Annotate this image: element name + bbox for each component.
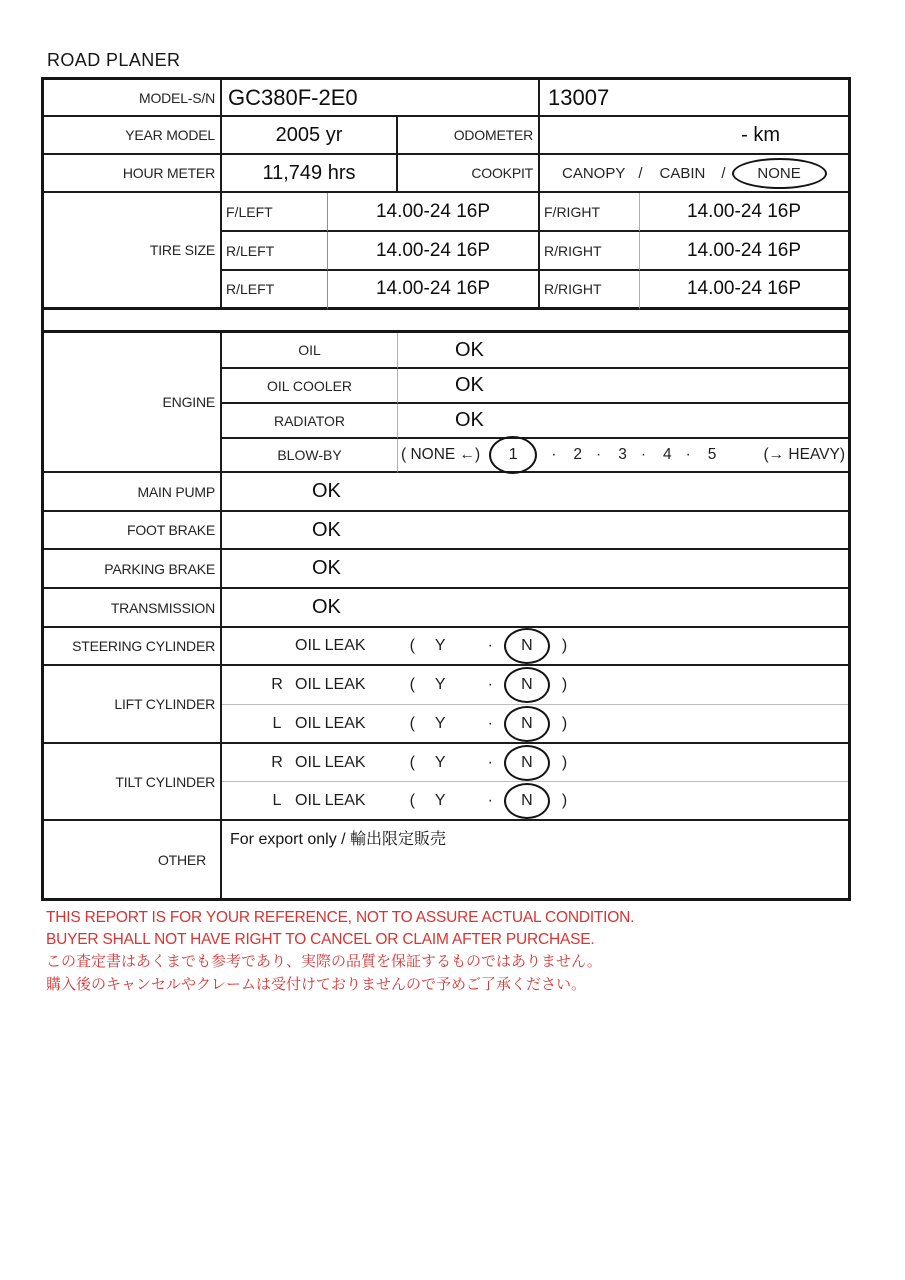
disclaimer-line-en: BUYER SHALL NOT HAVE RIGHT TO CANCEL OR CLAIM AFTER PURCHASE. (46, 931, 595, 948)
leak-dot: · (487, 791, 493, 809)
lift-l-oil-leak-row (222, 705, 848, 744)
leak-prefix-r: R (271, 753, 283, 771)
cockpit-separator: / (638, 164, 643, 182)
disclaimer-block (46, 907, 634, 996)
transmission-label: TRANSMISSION (44, 589, 222, 628)
leak-yes-option: Y (434, 637, 446, 654)
oil-leak-label: OIL LEAK (295, 637, 366, 654)
paren-open: ( (409, 676, 415, 693)
leak-prefix-l: L (272, 714, 282, 732)
oil-leak-label: OIL LEAK (295, 676, 366, 693)
leak-no-circle (504, 667, 550, 703)
lift-r-oil-leak-row (222, 666, 848, 705)
separator-band (44, 310, 848, 333)
disclaimer-line-jp: この査定書はあくまでも参考であり、実際の品質を保証するものではありません。 (46, 953, 602, 970)
odometer-label: ODOMETER (398, 117, 540, 155)
tire-pos-label: R/LEFT (222, 271, 328, 310)
leak-yes-option: Y (434, 791, 446, 809)
engine-item-value: OK (398, 369, 848, 404)
paren-close: ) (561, 676, 568, 693)
tire-pos-label: R/LEFT (222, 232, 328, 271)
cockpit-option-canopy: CANOPY (562, 164, 626, 182)
transmission-value: OK (222, 589, 848, 628)
cockpit-selected-oval (732, 158, 827, 189)
leak-no-option: N (521, 714, 533, 732)
engine-item-label: RADIATOR (222, 404, 398, 439)
tilt-cylinder-label: TILT CYLINDER (44, 744, 222, 821)
leak-dot: · (487, 637, 493, 654)
paren-open: ( (409, 714, 415, 732)
blowby-dot: · (640, 446, 646, 463)
blowby-dot: · (685, 446, 691, 463)
cockpit-label: COOKPIT (398, 155, 540, 193)
cockpit-option-cabin: CABIN (659, 164, 706, 182)
leak-no-option: N (521, 753, 533, 771)
tire-size-value: 14.00-24 16P (640, 271, 848, 310)
model-sn-label: MODEL-S/N (44, 80, 222, 117)
blowby-dot: · (551, 446, 557, 463)
blowby-selected-circle (489, 436, 537, 474)
engine-item-label: OIL (222, 333, 398, 369)
page-title: ROAD PLANER (47, 50, 181, 70)
hour-meter-value: 11,749 hrs (222, 155, 398, 193)
tire-size-value: 14.00-24 16P (328, 193, 540, 232)
disclaimer-line-jp: 購入後のキャンセルやクレームは受付けておりませんので予めご了承ください。 (46, 975, 587, 993)
tire-size-value: 14.00-24 16P (640, 232, 848, 271)
leak-yes-option: Y (434, 714, 446, 732)
other-label: OTHER (44, 821, 222, 898)
year-model-label: YEAR MODEL (44, 117, 222, 155)
blowby-heavy-suffix: (→ HEAVY) (763, 446, 845, 463)
blowby-scale (398, 439, 848, 473)
engine-item-label: OIL COOLER (222, 369, 398, 404)
leak-dot: · (487, 714, 493, 732)
foot-brake-value: OK (222, 512, 848, 550)
engine-item-value: OK (398, 404, 848, 439)
main-pump-label: MAIN PUMP (44, 473, 222, 512)
steering-oil-leak-row (222, 628, 848, 666)
tire-pos-label: F/RIGHT (540, 193, 640, 232)
engine-label: ENGINE (44, 333, 222, 473)
tire-pos-label: F/LEFT (222, 193, 328, 232)
leak-no-circle (504, 706, 550, 742)
other-value: For export only / 輸出限定販売 (230, 831, 447, 848)
leak-yes-option: Y (434, 676, 446, 693)
blowby-label: BLOW-BY (222, 439, 398, 473)
tilt-r-oil-leak-row (222, 744, 848, 782)
blowby-level-1: 1 (508, 446, 518, 463)
foot-brake-label: FOOT BRAKE (44, 512, 222, 550)
leak-no-option: N (521, 676, 533, 693)
parking-brake-label: PARKING BRAKE (44, 550, 222, 589)
leak-no-circle (504, 628, 550, 664)
leak-dot: · (487, 676, 493, 693)
tilt-l-oil-leak-row (222, 782, 848, 821)
oil-leak-label: OIL LEAK (295, 714, 366, 732)
leak-no-option: N (521, 637, 533, 654)
engine-item-value: OK (398, 333, 848, 369)
paren-close: ) (561, 753, 568, 771)
inspection-sheet (41, 77, 851, 901)
oil-leak-label: OIL LEAK (295, 753, 366, 771)
serial-value: 13007 (540, 80, 848, 117)
blowby-level-3: 3 (618, 446, 627, 463)
tire-pos-label: R/RIGHT (540, 271, 640, 310)
tire-size-value: 14.00-24 16P (640, 193, 848, 232)
oil-leak-label: OIL LEAK (295, 791, 366, 809)
cockpit-separator: / (721, 164, 726, 182)
cockpit-options (540, 155, 848, 193)
parking-brake-value: OK (222, 550, 848, 589)
leak-prefix-r: R (271, 676, 283, 693)
paren-open: ( (409, 637, 415, 654)
tire-size-value: 14.00-24 16P (328, 232, 540, 271)
blowby-level-5: 5 (707, 446, 717, 463)
paren-open: ( (409, 753, 415, 771)
leak-dot: · (487, 753, 493, 771)
paren-close: ) (561, 637, 568, 654)
model-value: GC380F-2E0 (222, 80, 540, 117)
blowby-level-4: 4 (662, 446, 672, 463)
leak-no-circle (504, 783, 550, 819)
year-model-value: 2005 yr (222, 117, 398, 155)
hour-meter-label: HOUR METER (44, 155, 222, 193)
blowby-level-2: 2 (573, 446, 583, 463)
tire-pos-label: R/RIGHT (540, 232, 640, 271)
paren-close: ) (561, 791, 568, 809)
main-pump-value: OK (222, 473, 848, 512)
steering-cylinder-label: STEERING CYLINDER (44, 628, 222, 666)
cockpit-option-none: NONE (757, 164, 801, 182)
leak-no-option: N (521, 791, 533, 809)
odometer-value: - km (540, 117, 848, 155)
paren-open: ( (409, 791, 415, 809)
tire-size-value: 14.00-24 16P (328, 271, 540, 310)
leak-no-circle (504, 745, 550, 781)
paren-close: ) (561, 714, 568, 732)
leak-yes-option: Y (434, 753, 446, 771)
disclaimer-line-en: THIS REPORT IS FOR YOUR REFERENCE, NOT TO ASSURE ACTUAL CONDITION. (46, 909, 635, 926)
tire-size-label: TIRE SIZE (44, 193, 222, 310)
blowby-none-prefix: ( NONE ←) (401, 446, 481, 463)
blowby-dot: · (596, 446, 602, 463)
leak-prefix-l: L (272, 791, 282, 809)
lift-cylinder-label: LIFT CYLINDER (44, 666, 222, 744)
